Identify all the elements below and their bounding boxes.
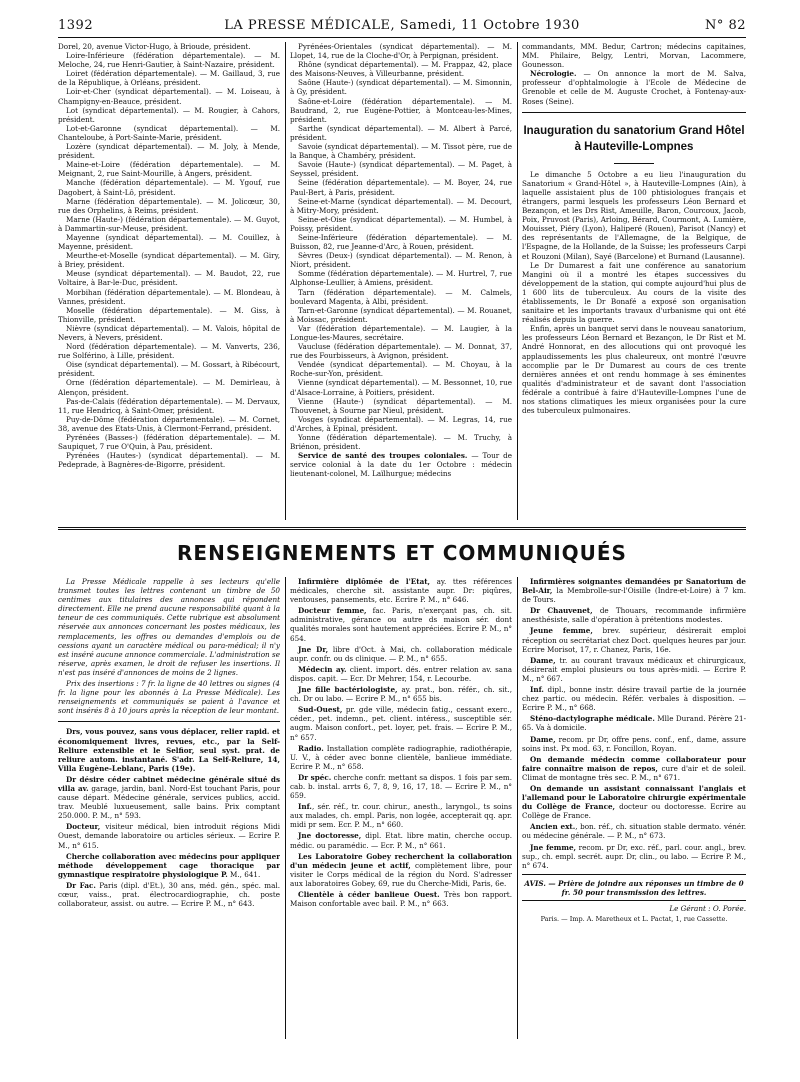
entry — [58, 881, 280, 908]
ad-lead: Infirmière diplômée de l'Etat, — [298, 577, 431, 586]
entry — [290, 685, 512, 703]
entry: Marne (Haute-) (fédération départementale). — M. Guyot, à Dammartin-sur-Meuse, président. — [58, 214, 280, 233]
footer-rule — [522, 874, 746, 875]
ad-body: dipl., bonne instr. désire travail partie de la journée chez partic. ou médecin. Référ. verbales à disposition. — Ecrire P. M., n° 668. — [522, 685, 746, 713]
column-divider — [517, 577, 518, 1039]
entry — [522, 714, 746, 732]
ads-list-1 — [58, 727, 280, 908]
entry: Loir-et-Cher (syndicat départemental). — M. Loiseau, à Champigny-en-Beauce, président. — [58, 87, 280, 106]
ad-body: libre d'Oct. à Mai, ch. collaboration médicale aupr. confr. ou ds clinique. — P. M., n° 655. — [290, 644, 512, 663]
ad-body: recom. pr Dr, offre pens. conf., enf., dame, assure soins inst. Px mod. 63, r. Foncillon, Royan. — [522, 734, 746, 753]
ads-column-2 — [290, 577, 512, 1057]
entry: Pyrénées (Basses-) (fédération départementale). — M. Saupiquet, 7 rue O'Quin, à Pau, président. — [58, 433, 280, 452]
page-header — [58, 18, 746, 34]
page-number: 1392 — [58, 18, 94, 33]
entry: Lozère (syndicat départemental). — M. Joly, à Mende, président. — [58, 142, 280, 161]
ad-body: cure d'air et de soleil. Climat de montagne très sec. P. M., n° 671. — [522, 763, 746, 782]
entry: Vaucluse (fédération départementale). — M. Donnat, 37, rue des Fourbisseurs, à Avignon, président. — [290, 342, 512, 361]
ad-lead: Cherche collaboration avec médecins pour appliquer méthode développement cage thoracique par gymnastique respiratoire physiologique P. — [58, 851, 280, 879]
ad-lead: Jne femme, — [530, 842, 577, 852]
entry — [522, 685, 746, 712]
imprint-line: Paris. — Imp. A. Maretheux et L. Pactat, 1, rue Cassette. — [540, 915, 728, 924]
entry: Saône-et-Loire (fédération départementale). — M. Baudrand, 2, rue Eugène-Pottier, à Montceau-les-Mines, président. — [290, 96, 512, 124]
entry: Yonne (fédération départementale). — M. Truchy, à Briénon, président. — [290, 433, 512, 452]
ad-lead: Jeune femme, — [530, 626, 593, 636]
ad-lead: Sud-Ouest, — [298, 705, 343, 715]
entry: Marne (fédération départementale). — M. Jolicœur, 30, rue des Orphelins, à Reims, président. — [58, 196, 280, 215]
entry: commandants, MM. Bedur, Cartron; médecins capitaines, MM. Philaire, Belgy, Lentri, Morvan, Lacommere, Gounesson. — [522, 42, 746, 70]
entry — [290, 606, 512, 642]
ad-lead: Jne fille bactériologiste, — [298, 685, 398, 695]
entry: Vendée (syndicat départemental). — M. Choyau, à la Roche-sur-Yon, président. — [290, 360, 512, 379]
ad-lead: Jne doctoresse, — [298, 831, 362, 841]
column-3-top — [522, 42, 746, 106]
column-divider — [285, 42, 286, 520]
entry: Manche (fédération départementale). — M. Ygouf, rue Dagobert, à Saint-Lô, président. — [58, 178, 280, 197]
entry — [290, 577, 512, 604]
necrologie-lead: Nécrologie. — [530, 69, 577, 79]
ad-lead: Docteur, — [66, 822, 101, 832]
ad-body: cherche confr. mettant sa dispos. 1 fois par sem. cab. b. instal. arrts 6, 7, 8, 9, 16, 17, 18. — Ecrire P. M., n° 659. — [290, 772, 512, 801]
entry: Rhône (syndicat départemental). — M. Frappaz, 42, place des Maisons-Neuves, à Villeurbanne, président. — [290, 60, 512, 79]
column-2 — [290, 42, 512, 522]
entry: Le Dr Dumarest a fait une conférence au sanatorium Mangini où il a montré les étapes successives du développement de la station, qui compte aujourd'hui plus de 1 600 lits de tuberculeux. Au cours de la visite des établissements, le Dr Bonafé a exposé son organisation sanitaire et les importants travaux d'urbanisme qui ont été réalisés depuis la guerre. — [522, 260, 746, 325]
service-sante-entry — [290, 451, 512, 478]
ads-column-3 — [522, 577, 746, 1057]
ad-body: visiteur médical, bien introduit régions Midi Ouest, demande laboratoire ou articles sérieux. — Ecrire P. M., n° 615. — [58, 822, 280, 850]
ads-notice-rule — [58, 721, 280, 722]
entry — [290, 831, 512, 849]
ad-body: de Thouars, recommande infirmière anesthésiste, salle d'opération à prétentions modestes. — [522, 606, 746, 625]
entry: Vienne (Haute-) (syndicat départemental). — M. Thouvenet, à Sourne par Nieul, président. — [290, 396, 512, 415]
entry — [522, 626, 746, 653]
entry: Mayenne (syndicat départemental). — M. Couillez, à Mayenne, président. — [58, 232, 280, 252]
entry — [290, 705, 512, 741]
ad-body: Très bon rapport. Maison confortable avec bail. P. M., n° 663. — [290, 890, 512, 909]
ad-body: Paris (dipl. d'Et.), 30 ans, méd. gén., spéc. mal. cœur, vaiss., prat. électrocardiographie, ch. poste collaborateur, assist. ou autre. — Ecrire P. M., n° 643. — [58, 880, 280, 909]
entry: Morbihan (fédération départementale). — M. Blondeau, à Vannes, président. — [58, 287, 280, 306]
section-rule-top — [58, 527, 746, 528]
column-divider — [285, 577, 286, 1039]
entry: Oise (syndicat départemental). — M. Gossart, à Ribécourt, président. — [58, 360, 280, 379]
ad-lead: Les Laboratoire Gobey recherchent la collaboration d'un médecin jeune et actif, — [290, 851, 512, 870]
ad-lead: Docteur femme, — [298, 606, 367, 616]
ad-body: client. import. dés. entrer relation av. sana dispos. capit. — Ecr. Dr Mehrer, 154, r. Lecourbe. — [290, 664, 512, 683]
ad-lead: Sténo-dactylographe médicale. — [530, 714, 655, 724]
entry — [522, 656, 746, 683]
entry: Nord (fédération départementale). — M. Vanverts, 236, rue Solférino, à Lille, président. — [58, 342, 280, 361]
entry: Saône (Haute-) (syndicat départemental). — M. Simonnin, à Gy, président. — [290, 78, 512, 97]
ad-body: ay. prat., bon. référ., ch. sit., ch. Dr ou labo. — Ecrire P. M., n° 655 bis. — [290, 685, 512, 704]
inauguration-article — [522, 170, 746, 416]
column-divider — [517, 42, 518, 520]
entry: Savoie (Haute-) (syndicat départemental). — M. Paget, à Seyssel, président. — [290, 160, 512, 179]
entry — [522, 69, 746, 105]
entry — [58, 775, 280, 820]
entry: Pyrénées-Orientales (syndicat départemental). — M. Llopet, 14, rue de la Cloche-d'Or, à Perpignan, président. — [290, 42, 512, 61]
ad-body: Installation complète radiographie, radiothérapie, U. V., à céder avec bonne clientèle, banlieue immédiate. Ecrire P. M., n° 658. — [290, 743, 512, 771]
ad-lead: Dame, — [530, 655, 556, 665]
entry: Maine-et-Loire (fédération départementale). — M. Meignant, 2, rue Saint-Mourille, à Angers, président. — [58, 160, 280, 179]
entry: Drs, vous pouvez, sans vous déplacer, relier rapid. et économiquement livres, revues, etc., par la Self-Reliure extensible et le Selfior, seul syst. prat. de reliure autom. instantané. S'adr. La Self-Reliure, 14, Villa Eugène-Leblanc, Paris (19e). — [58, 727, 280, 773]
entry: Tarn (fédération départementale). — M. Calmels, boulevard Magenta, à Albi, président. — [290, 287, 512, 306]
masthead-title: LA PRESSE MÉDICALE, Samedi, 11 Octobre 1930 — [224, 18, 580, 33]
ad-lead: Dame, — [530, 734, 556, 744]
ads-list-3 — [522, 577, 746, 870]
ad-body: garage, jardin, banl. Nord-Est touchant Paris, pour cause départ. Médecine générale, services publics, accid. trav. Meublé luxueusement, salle bains. Prix comptant 250.000. P. M., n° 593. — [58, 783, 280, 821]
header-rule — [58, 37, 746, 38]
ad-lead: On demande un assistant connaissant l'anglais et l'allemand pour le Laboratoire chirurgie expérimentale du Collège de France, — [522, 783, 746, 812]
box-rule — [522, 112, 746, 113]
ad-body: M., 641. — [227, 869, 261, 879]
entry: Nièvre (syndicat départemental). — M. Valois, hôpital de Nevers, à Nevers, président. — [58, 323, 280, 342]
entry — [290, 645, 512, 663]
ad-lead: Dr désire céder cabinet médecine générale situé ds villa av. — [58, 774, 280, 793]
entry: Sèvres (Deux-) (syndicat départemental). — M. Renon, à Niort, président. — [290, 251, 512, 270]
section-rule-top-2 — [58, 529, 746, 530]
entry: Meuse (syndicat départemental). — M. Baudot, 22, rue Voltaire, à Bar-le-Duc, président. — [58, 269, 280, 288]
entry: Meurthe-et-Moselle (syndicat départemental). — M. Giry, à Briey, président. — [58, 251, 280, 270]
ad-body: dipl. Etat. libre matin, cherche occup. médic. ou paramédic. — Ecr. P. M., n° 661. — [290, 831, 512, 850]
column-1 — [58, 42, 280, 522]
entry: Seine-Inférieure (fédération départementale). — M. Buisson, 82, rue Jeanne-d'Arc, à Rouen, président. — [290, 232, 512, 252]
ads-notice: La Presse Médicale rappelle à ses lecteurs qu'elle transmet toutes les lettres contenant un timbre de 50 centimes aux titulaires des annonces qui répondent directement. Elle ne prend aucune responsabilité quant à la teneur de ces communiqués. Cette rubrique est absolument réservée aux annonces concernant les postes médicaux, les remplacements, les offres ou demandes d'emplois ou de cessions ayant un caractère médical ou para-médical; il n'y est inséré aucune annonce commerciale. L'administration se réserve, après examen, le droit de refuser les insertions. Il n'est pas inséré d'annonces de moins de 2 lignes. — [58, 577, 280, 677]
ad-lead: Infirmières soignantes demandées pr Sanatorium de Bel-Air, — [522, 577, 746, 596]
service-sante-lead: Service de santé des troupes coloniales. — [298, 451, 468, 461]
entry — [290, 890, 512, 908]
ad-body: recom. pr Dr, exc. réf., parl. cour. angl., brev. sup., ch. empl. secrét. aupr. Dr, clin., ou labo. — Ecrire P. M., n° 674. — [522, 842, 746, 870]
entry: Pas-de-Calais (fédération départementale). — M. Dervaux, 11, rue Hendricq, à Saint-Omer, président. — [58, 396, 280, 415]
entry — [522, 843, 746, 870]
entry — [290, 802, 512, 829]
ad-lead: Inf. — [298, 802, 312, 812]
entry: Le dimanche 5 Octobre a eu lieu l'inauguration du Sanatorium « Grand-Hôtel », à Hauteville-Lompnes (Ain), à laquelle assistaient plus de 100 phtisiologues français et étrangers, parmi lesquels les professeurs Léon Bernard et Bezançon, et les Drs Rist, Ameuille, Baron, Courcoux, Jacob, Poix, Pruvost (Paris), Arloing, Bérard, Courmont, A. Lumière, Mouisset, Piéry (Lyon), Haliperé (Rouen), Parisot (Nancy) et des représentants de l'Allemagne, de la Belgique, de l'Espagne, de la Hollande, de la Suisse; les professeurs Carpi et Rouzoni (Milan), Sayé (Barcelone) et Burnand (Lausanne). — [522, 169, 746, 261]
entry: Var (fédération départementale). — M. Laugier, à la Longue-les-Maures, secrétaire. — [290, 323, 512, 342]
ad-body: docteur ou doctoresse. Ecrire au Collège de France. — [522, 802, 746, 821]
entry: Seine (fédération départementale). — M. Boyer, 24, rue Paul-Bert, à Paris, président. — [290, 178, 512, 197]
entry: Lot-et-Garonne (syndicat départemental). — M. Chanteloube, à Port-Sainte-Marie, président. — [58, 123, 280, 142]
ad-lead: Dr Fac. — [66, 880, 96, 890]
ad-lead: Médecin ay. — [298, 664, 347, 674]
footer-rule — [522, 900, 746, 901]
ads-column-1 — [58, 577, 280, 1057]
ad-body: ay. ttes références médicales, cherche sit. assistante aupr. Dr: piqûres, ventouses, pansements, etc. Ecrire P. M., n° 646. — [290, 577, 512, 605]
ad-lead: Jne Dr, — [298, 644, 329, 654]
ads-prices: Prix des insertions : 7 fr. la ligne de 40 lettres ou signes (4 fr. la ligne pour les abonnés à La Presse Médicale). Les renseignements et communiqués se paient à l'avance et sont insérés 8 à 10 jours après la réception de leur montant. — [58, 679, 280, 716]
ad-body: , sér. réf., tr. cour. chirur., anesth., laryngol., ts soins aux malades, ch. empl. Paris, non logée, accepterait qq. apr. midi pr sem. Ecr. P. M., n° 660. — [290, 802, 512, 830]
entry: Tarn-et-Garonne (syndicat départemental). — M. Rouanet, à Moissac, président. — [290, 305, 512, 324]
entry: Savoie (syndicat départemental). — M. Tissot père, rue de la Banque, à Chambéry, président. — [290, 142, 512, 161]
entry: Moselle (fédération départementale). — M. Giss, à Thionville, président. — [58, 305, 280, 324]
entry — [290, 852, 512, 888]
ad-lead: Clientèle à céder banlieue Ouest. — [298, 890, 440, 899]
entry — [290, 773, 512, 800]
entry: Loire-Inférieure (fédération départementale). — M. Meloche, 24, rue Henri-Gautier, à Saint-Nazaire, président. — [58, 51, 280, 70]
entry: Sarthe (syndicat départemental). — M. Albert à Parcé, président. — [290, 123, 512, 142]
gerant-line: Le Gérant : O. Porée. — [669, 904, 746, 913]
necrologie-text: — On annonce la mort de M. Salva, professeur d'ophtalmologie à l'Ecole de Médecine de Grenoble et celle de M. Auguste Crochet, à Fontenay-aux-Roses (Seine). — [522, 69, 746, 106]
entry — [522, 784, 746, 820]
ad-body: brev. supérieur, désirerait emploi réception ou secrétariat chez Doct. quelques heures par jour. Ecrire Morisot, 17, r. Chanez, Paris, 16e. — [522, 626, 746, 654]
issue-number: N° 82 — [704, 18, 746, 33]
entry — [522, 755, 746, 782]
title-rule — [614, 163, 654, 164]
entry: Vosges (syndicat départemental). — M. Legras, 14, rue d'Arches, à Epinal, président. — [290, 414, 512, 433]
entry — [290, 744, 512, 771]
ad-lead: Dr Chauvenet, — [530, 606, 593, 616]
ad-body: fac. Paris, n'exerçant pas, ch. sit. administrative, gérance ou autre ds maison sér. dont qualités morales sont hautement appréciées. Ecrire P. M., n° 654. — [290, 606, 512, 643]
entry: Somme (fédération départementale). — M. Hurtrel, 7, rue Alphonse-Leullier, à Amiens, président. — [290, 269, 512, 288]
entry: Enfin, après un banquet servi dans le nouveau sanatorium, les professeurs Léon Bernard et Bezançon, le Dr Rist et M. André Honnorat, en des allocutions qui ont provoqué les applaudissements les plus chaleureux, ont montré l'œuvre accomplie par le Dr Dumarest au cours de ces trente dernières années et ont rendu hommage à ses éminentes qualités d'administrateur et de savant dont l'association fédérale a contribué à faire d'Hauteville-Lompnes l'une de nos stations climatiques les mieux organisées pour la cure des tuberculeux pulmonaires. — [522, 324, 746, 416]
ad-body: tr. au courant travaux médicaux et chirurgicaux, désirerait emploi plusieurs ou tous après-midi. — Ecrire P. M., n° 667. — [522, 655, 746, 683]
avis-notice: AVIS. — Prière de joindre aux réponses un timbre de 0 fr. 50 pour transmission des lettres. — [524, 878, 744, 897]
entry — [522, 606, 746, 624]
entry — [522, 735, 746, 753]
entry — [58, 852, 280, 879]
entry — [522, 577, 746, 604]
entry — [58, 822, 280, 849]
ad-lead: Inf. — [530, 685, 544, 695]
ad-lead: Ancien ext. — [530, 822, 576, 832]
ad-body: Mlle Durand. Pérère 21-65. Va à domicile. — [522, 714, 746, 733]
section-title: RENSEIGNEMENTS ET COMMUNIQUÉS — [177, 541, 627, 565]
entry: Orne (fédération départementale). — M. Demirleau, à Alençon, président. — [58, 378, 280, 397]
ad-body: , bon. réf., ch. situation stable dermato. vénér. ou médecine générale. — P. M., n° 673. — [522, 822, 746, 841]
entry: Pyrénées (Hautes-) (syndicat départemental). — M. Pedeprade, à Bagnères-de-Bigorre, président. — [58, 451, 280, 470]
inauguration-title-line-2: à Hauteville-Lompnes — [574, 140, 694, 153]
ad-body: complètement libre, pour visiter le Corps médical de la région du Nord. S'adresser aux laboratoires Gobey, 69, rue du Cherche-Midi, Paris, 6e. — [290, 860, 512, 888]
ad-lead: Radio. — [298, 743, 324, 753]
column-3 — [522, 42, 746, 522]
ad-lead: On demande médecin comme collaborateur pour faire connaître maison de repos, — [522, 754, 746, 773]
ad-body: la Membrolle-sur-l'Oisille (Indre-et-Loire) à 7 km. de Tours. — [522, 586, 746, 605]
entry: Dorel, 20, avenue Victor-Hugo, à Brioude, président. — [58, 42, 251, 51]
entry: Puy-de-Dôme (fédération départementale). — M. Cornet, 38, avenue des Etats-Unis, à Clermont-Ferrand, président. — [58, 414, 280, 433]
ad-body: pr. gde ville, médecin fatig., cessant exerc., céder., pet. indemn., pet. client. intéress., susceptible sér. augm. Maison confort., pet. loyer, pet. frais. — Ecrire P. M., n° 657. — [290, 705, 512, 742]
service-sante-text: — Tour de service colonial à la date du 1er Octobre : médecin lieutenant-colonel, M. Laïlhurgue; médecins — [290, 451, 512, 479]
ad-lead: Dr spéc. — [298, 772, 332, 782]
inauguration-title — [522, 123, 746, 155]
entry: Seine-et-Oise (syndicat départemental). — M. Humbel, à Poissy, président. — [290, 214, 512, 233]
entry: Vienne (syndicat départemental). — M. Bessonnet, 10, rue d'Alsace-Lorraine, à Poitiers, président. — [290, 378, 512, 397]
entry: Seine-et-Marne (syndicat départemental). — M. Decourt, à Mitry-Mory, président. — [290, 196, 512, 215]
entry — [522, 822, 746, 840]
inauguration-title-line-1: Inauguration du sanatorium Grand Hôtel — [523, 124, 745, 137]
entry: Loiret (fédération départementale). — M. Gaillaud, 3, rue de la République, à Orléans, président. — [58, 69, 280, 88]
entry: Lot (syndicat départemental). — M. Rougier, à Cahors, président. — [58, 105, 280, 124]
entry — [290, 665, 512, 683]
